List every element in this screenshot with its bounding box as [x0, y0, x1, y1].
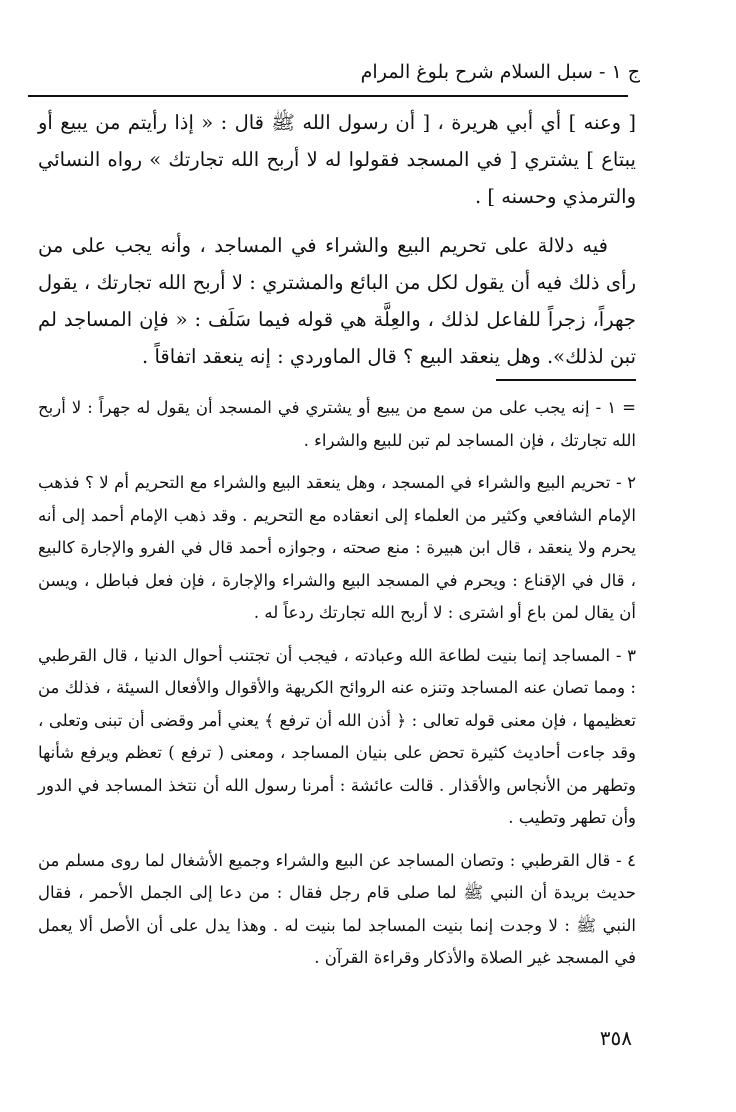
main-text: [38, 104, 636, 375]
footnote-2: ٢ - تحريم البيع والشراء في المسجد ، وهل ينعقد البيع والشراء مع التحريم أم لا ؟ فذهب الإمام الشافعي وكثير من العلماء إلى انعقاده مع التحريم . وقد ذهب الإمام أحمد إلى أنه يحرم ولا ينعقد ، قال ابن هبيرة : منع صحته ، وجوازه أحمد قال في الفرو والإجارة كالبيع ، قال في الإقناع : ويحرم في المسجد البيع والشراء والإجارة ، فإن فعل فباطل ، ويسن أن يقال لمن باع أو اشترى : لا أربح الله تجارتك ردعاً له .: [38, 473, 636, 622]
footnote-3: ٣ - المساجد إنما بنيت لطاعة الله وعبادته ، فيجب أن تجتنب أحوال الدنيا ، قال القرطبي : ومما تصان عنه المساجد وتنزه عنه الروائح الكريهة والأقوال والأفعال السيئة ، فذلك من تعظيمها ، فإن معنى قوله تعالى : ﴿ أذن الله أن ترفع ﴾ يعني أمر وقضى أن تبنى وتعلى ، وقد جاءت أحاديث كثيرة تحض على بنيان المساجد ، ومعنى ( ترفع ) تعظم ويرفع شأنها وتطهر من الأنجاس والأقذار . قالت عائشة : أمرنا رسول الله أن نتخذ المساجد في الدور وأن تطهر وتطيب .: [38, 645, 636, 827]
commentary-paragraph: فيه دلالة على تحريم البيع والشراء في المساجد ، وأنه يجب على من رأى ذلك فيه أن يقول لكل من البائع والمشتري : لا أربح الله تجارتك ، يقول جهراً، زجراً للفاعل لذلك ، والعِلَّة هي قوله فيما سَلَف : « فإن المساجد لم تبن لذلك». وهل ينعقد البيع ؟ قال الماوردي : إنه ينعقد اتفاقاً .: [38, 234, 636, 368]
page-number: ٣٥٨: [599, 1026, 632, 1050]
hadith-paragraph: [ وعنه ] أي أبي هريرة ، [ أن رسول الله ﷺ قال : « إذا رأيتم من يبيع أو يبتاع ] يشتري [ في المسجد فقولوا له لا أربح الله تجارتك » رواه النسائي والترمذي وحسنه ] .: [38, 111, 636, 208]
header-divider: [28, 95, 628, 97]
footnote-1: = ١ - إنه يجب على من سمع من يبيع أو يشتري في المسجد أن يقول له جهراً : لا أربح الله تجارتك ، فإن المساجد لم تبن للبيع والشراء .: [38, 398, 636, 450]
footnotes: [38, 392, 636, 985]
footnote-4: ٤ - قال القرطبي : وتصان المساجد عن البيع والشراء وجميع الأشغال لما روى مسلم من حديث بريدة أن النبي ﷺ لما صلى قام رجل فقال : من دعا إلى الجمل الأحمر ، فقال النبي ﷺ : لا وجدت إنما بنيت المساجد لما بنيت له . وهذا يدل على أن الأصل ألا يعمل في المسجد غير الصلاة والأذكار وقراءة القرآن .: [38, 850, 636, 967]
footnote-divider: [496, 379, 636, 381]
running-header: ج ١ - سبل السلام شرح بلوغ المرام: [360, 61, 640, 83]
